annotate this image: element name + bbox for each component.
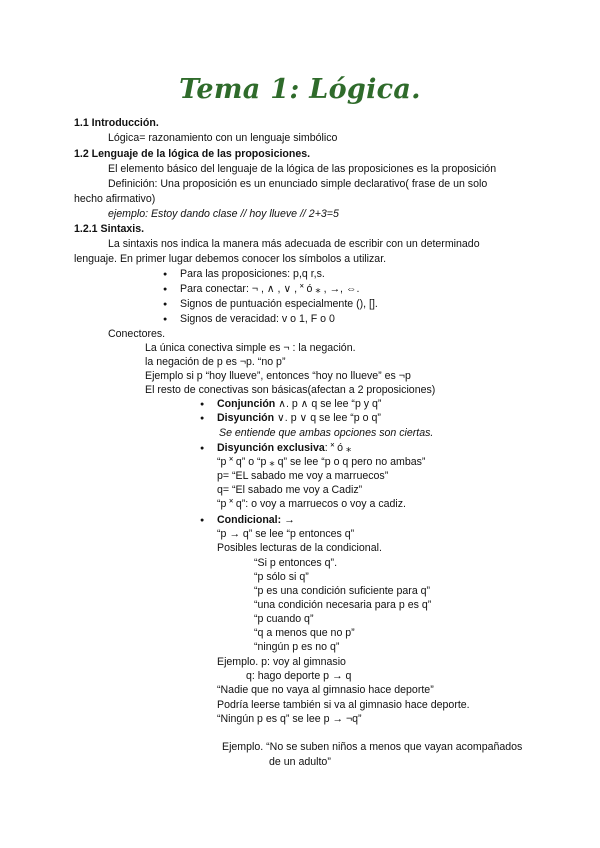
conjunction-label: Conjunción [217,398,276,410]
syntax-line1: La sintaxis nos indica la manera más adecuada de escribir con un determinado [108,238,480,250]
syntax-line2: lenguaje. En primer lugar debemos conocer los símbolos a utilizar. [74,253,387,265]
example-line: Podría leerse también si va al gimnasio hace deporte. [217,699,470,711]
lang-line2: Definición: Una proposición es un enunciado simple declarativo( frase de un solo [108,178,488,190]
connectors-line: Ejemplo si p “hoy llueve”, entonces “hoy no llueve” es ¬p [145,370,411,382]
lang-line1: El elemento básico del lenguaje de la lógica de las proposiciones es la proposición [108,163,497,175]
exclusive-line: p= “EL sabado me voy a marruecos” [217,470,389,482]
reading-item: “ningún p es no q” [254,641,340,653]
example-line: “Nadie que no vaya al gimnasio hace deporte” [217,684,434,696]
conditional-label: Condicional: [217,514,282,526]
lang-heading: 1.2 Lenguaje de la lógica de las proposiciones. [74,148,311,160]
disjunction-label: Disyunción [217,412,275,424]
exclusive-line: “p ˟ q”: o voy a marruecos o voy a cadiz. [217,498,406,510]
lang-line3: hecho afirmativo) [74,193,156,205]
reading-item: “una condición necesaria para p es q” [254,599,432,611]
lang-example: ejemplo: Estoy dando clase // hoy llueve // 2+3=5 [108,208,339,220]
intro-text: Lógica= razonamiento con un lenguaje simbólico [108,132,338,144]
syntax-heading: 1.2.1 Sintaxis. [74,223,145,235]
conditional-line: Posibles lecturas de la condicional. [217,542,382,554]
syntax-bullet: ● Signos de puntuación especialmente (), []. [180,298,378,311]
reading-item: “p cuando q” [254,613,314,625]
conjunction-text: ∧. p ∧ q se lee “p y q” [275,398,382,410]
conjunction-item [217,398,381,411]
example-line: q: hago deporte p → q [246,670,352,682]
exclusive-line: q= “El sabado me voy a Cadiz” [217,484,363,496]
exclusive-line: “p ˟ q” o “p ⁎ q” se lee “p o q pero no ambas” [217,456,426,468]
example-line: Ejemplo. “No se suben niños a menos que vayan acompañados [222,741,523,753]
reading-item: “p sólo si q” [254,571,309,583]
reading-item: “q a menos que no p” [254,627,355,639]
connectors-heading: Conectores. [108,328,166,340]
page-title: Tema 1: Lógica. [179,74,421,105]
intro-heading: 1.1 Introducción. [74,117,159,129]
syntax-bullet: ● Para conectar: ¬ , ∧ , ∨ , ˟ ó ⁎ , →, ⇔. [180,283,359,296]
disjunction-text: ∨. p ∨ q se lee “p o q” [274,412,381,424]
disjunction-item [217,412,381,425]
reading-item: “Si p entonces q”. [254,557,338,569]
example-line: Ejemplo. p: voy al gimnasio [217,656,346,668]
example-line: de un adulto” [269,756,331,768]
reading-item: “p es una condición suficiente para q” [254,585,431,597]
connectors-line: La única conectiva simple es ¬ : la negación. [145,342,356,354]
example-line: “Ningún p es q” se lee p → ¬q” [217,713,362,725]
syntax-bullet: ● Signos de veracidad: v o 1, F o 0 [180,313,335,326]
connectors-line: El resto de conectivas son básicas(afectan a 2 proposiciones) [145,384,436,396]
syntax-bullet: ● Para las proposiciones: p,q r,s. [180,268,325,281]
exclusive-text: : ˟ ó ⁎ [324,442,352,454]
exclusive-label: Disyunción exclusiva [217,442,325,454]
connectors-line: la negación de p es ¬p. “no p” [145,356,286,368]
conditional-item [217,514,295,527]
conditional-text: → [281,514,295,526]
exclusive-item [217,442,351,455]
disjunction-note: Se entiende que ambas opciones son ciertas. [219,427,434,439]
conditional-line: “p → q” se lee “p entonces q” [217,528,355,540]
